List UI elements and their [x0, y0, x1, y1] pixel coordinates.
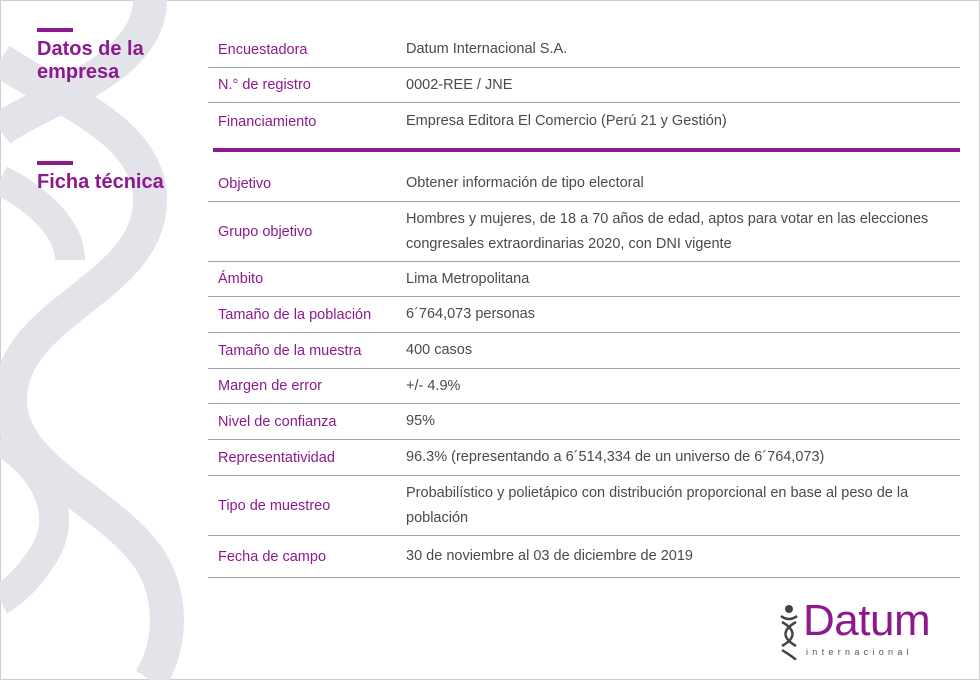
table-row	[208, 476, 960, 536]
table-row	[208, 68, 960, 103]
table-row	[208, 297, 960, 333]
row-value: 400 casos	[406, 342, 473, 358]
row-label: Tamaño de la muestra	[218, 342, 362, 359]
row-label: Grupo objetivo	[218, 223, 313, 240]
row-value: 95%	[406, 413, 436, 429]
row-label: Representatividad	[218, 449, 335, 466]
empresa-table	[208, 32, 960, 140]
row-label: Objetivo	[218, 175, 272, 192]
table-row	[208, 103, 960, 140]
row-label: Margen de error	[218, 378, 322, 394]
logo-wordmark: Datum	[803, 596, 931, 645]
table-row	[208, 440, 960, 476]
row-label: Tamaño de la población	[218, 306, 372, 323]
row-label: Encuestadora	[218, 41, 308, 58]
section-ficha-tecnica	[37, 161, 187, 194]
row-label: Tipo de muestreo	[218, 497, 331, 514]
row-label: Fecha de campo	[218, 548, 327, 565]
table-row	[208, 202, 960, 262]
section-accent-bar	[37, 28, 73, 32]
row-label: N.° de registro	[218, 77, 311, 93]
row-value: 96.3% (representando a 6´514,334 de un universo de 6´764,073)	[406, 449, 825, 465]
logo-tagline: internacional	[806, 647, 913, 657]
row-label: Nivel de confianza	[218, 413, 337, 430]
table-row	[208, 166, 960, 202]
row-value: 0002-REE / JNE	[406, 76, 513, 93]
dna-helix-decoration-icon	[0, 0, 200, 680]
row-value: +/- 4.9%	[406, 377, 461, 394]
section-datos-empresa	[37, 28, 187, 84]
row-value: Lima Metropolitana	[406, 270, 530, 287]
row-value: 6´764,073 personas	[406, 306, 535, 322]
table-row	[208, 536, 960, 578]
section-title: Ficha técnica	[37, 171, 164, 193]
row-value: Probabilístico y polietápico con distribución proporcional en base al peso de la población	[406, 484, 909, 526]
row-value: Empresa Editora El Comercio (Perú 21 y Gestión)	[406, 113, 727, 129]
table-row	[208, 32, 960, 68]
row-value: Obtener información de tipo electoral	[406, 175, 644, 191]
section-accent-bar	[37, 161, 73, 165]
datum-person-helix-icon	[776, 604, 802, 660]
table-row	[208, 404, 960, 440]
row-label: Financiamiento	[218, 113, 317, 130]
table-row	[208, 333, 960, 369]
row-value: Datum Internacional S.A.	[406, 41, 568, 57]
row-value: 30 de noviembre al 03 de diciembre de 2019	[406, 548, 693, 564]
table-row	[208, 369, 960, 404]
row-value: Hombres y mujeres, de 18 a 70 años de edad, aptos para votar en las elecciones congresales extraordinarias 2020, con DNI vigente	[406, 210, 929, 252]
table-row	[208, 262, 960, 297]
ficha-table	[208, 166, 960, 578]
section-title: Datos de la empresa	[37, 38, 144, 83]
row-label: Ámbito	[218, 271, 264, 287]
section-divider	[213, 148, 960, 152]
datum-logo	[776, 596, 956, 662]
